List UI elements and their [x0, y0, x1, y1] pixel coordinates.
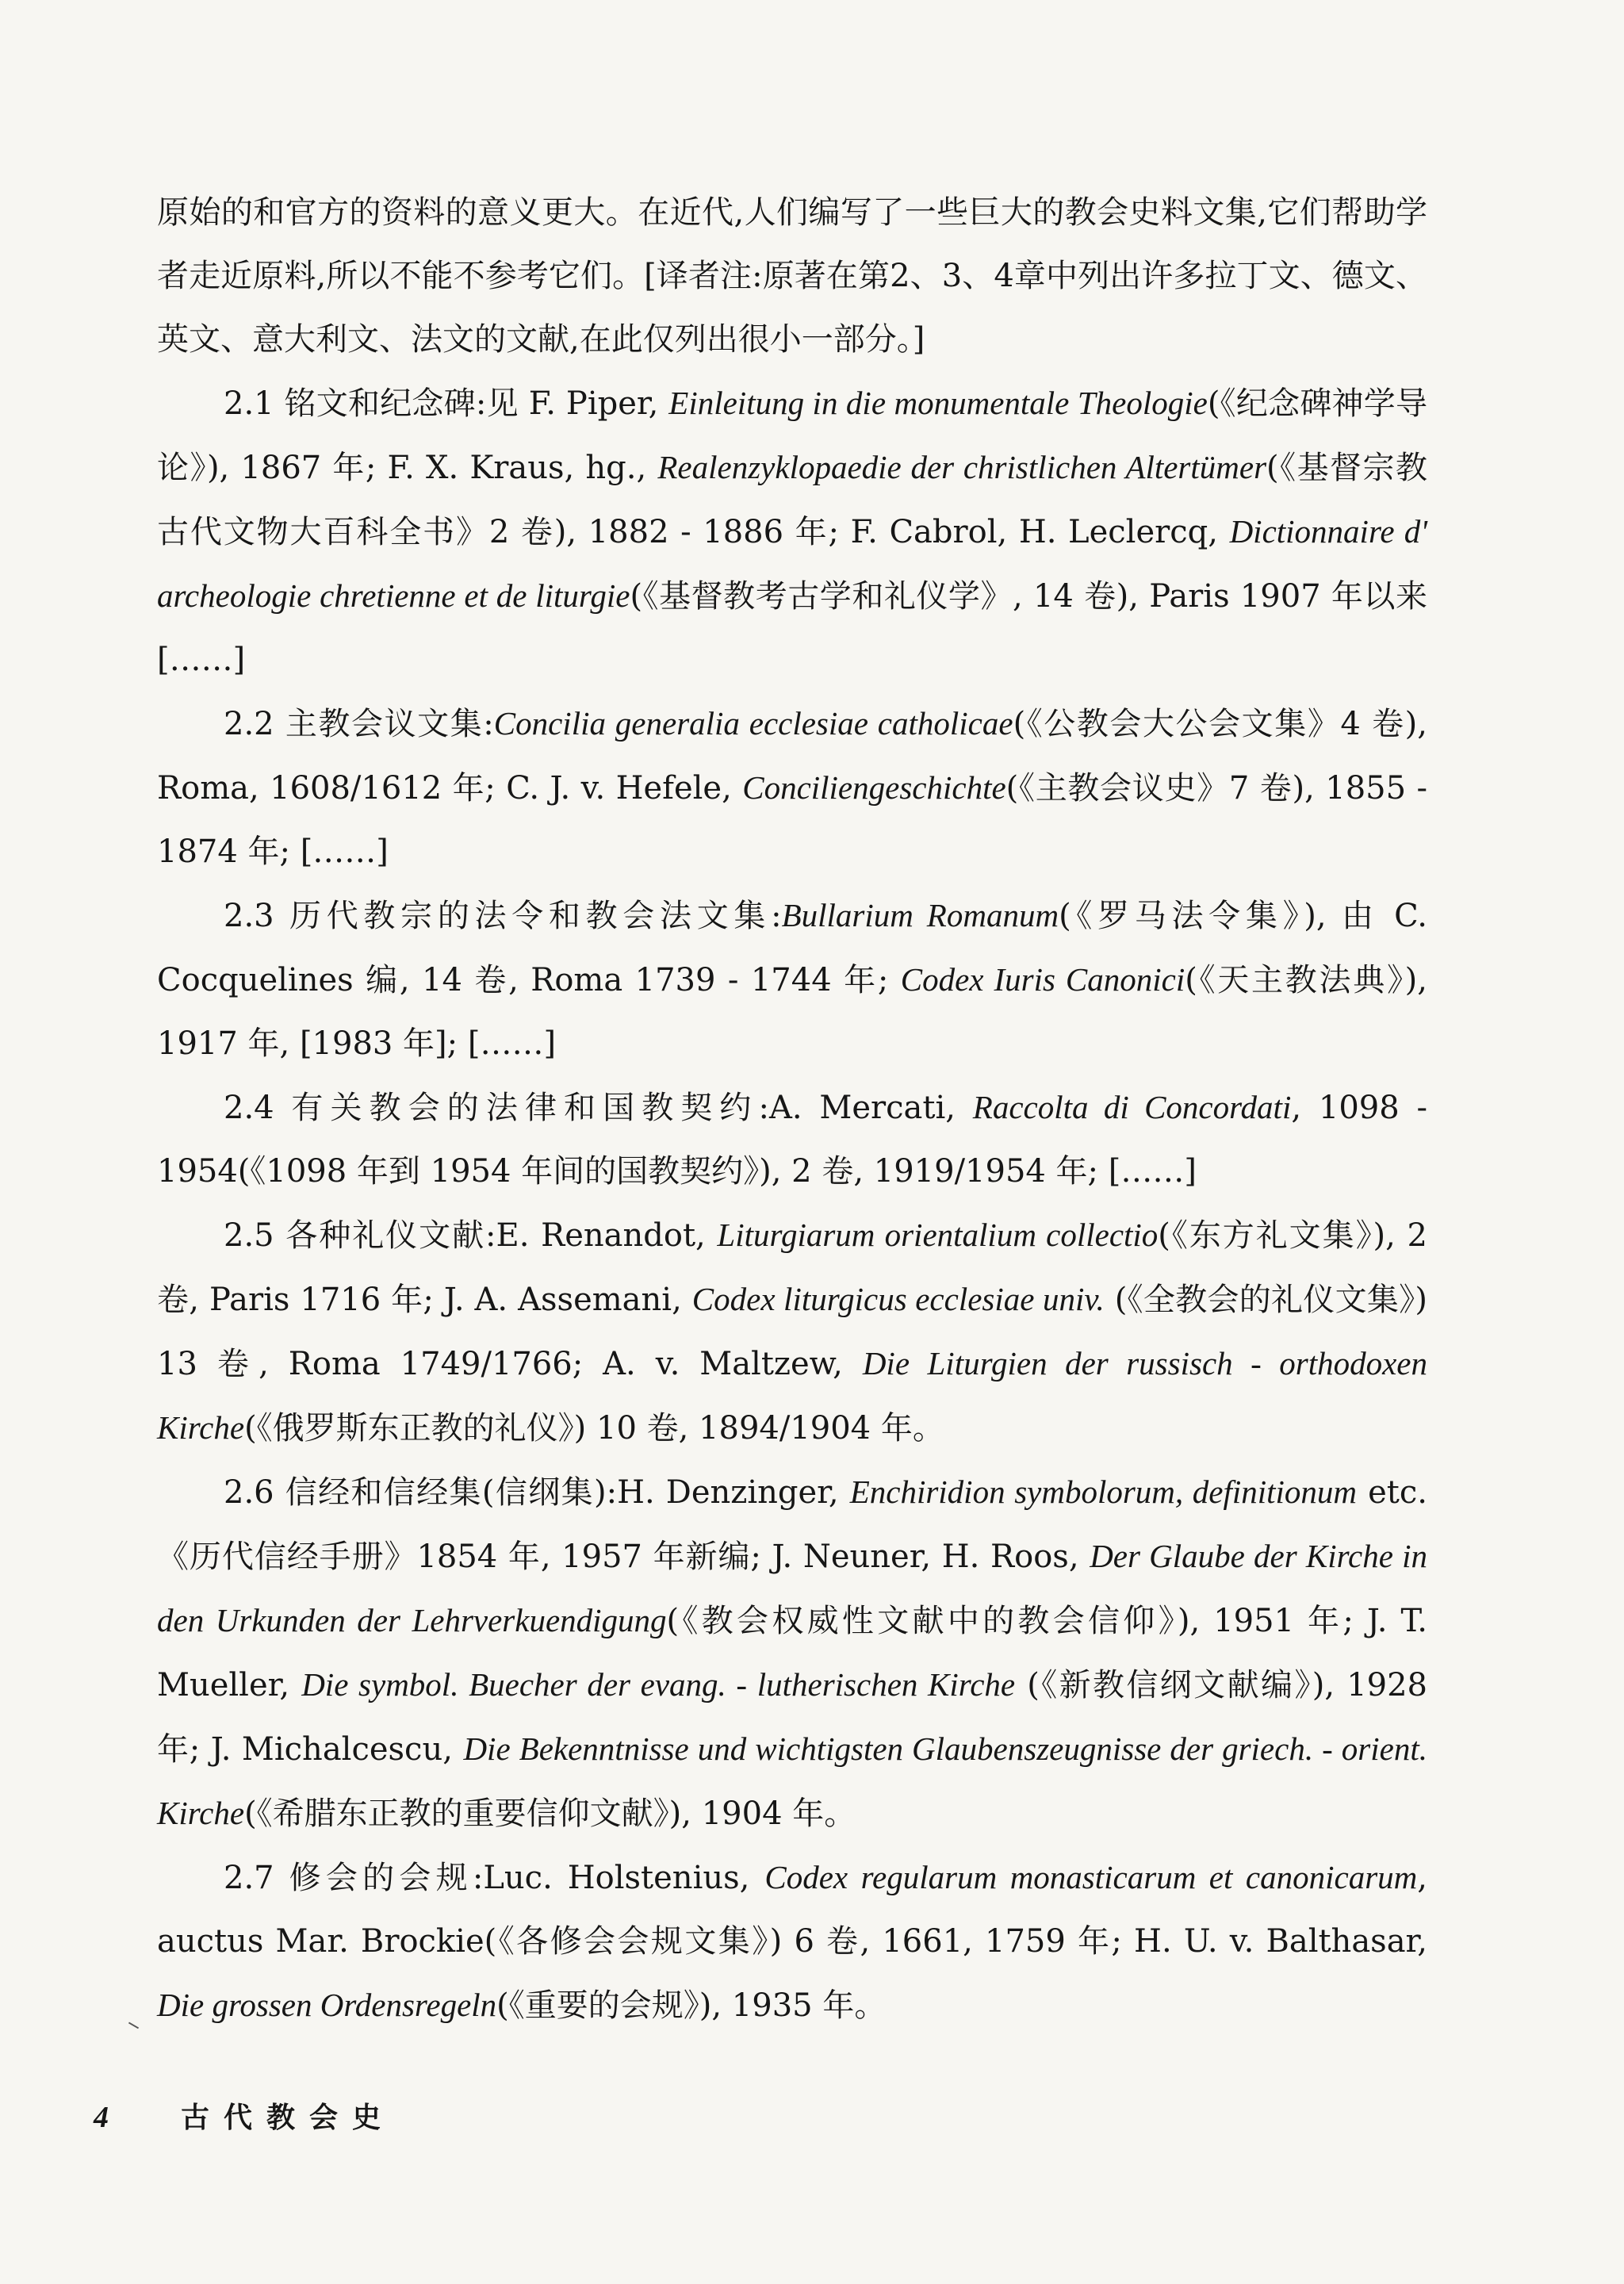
entry-text: (《公教会大公会文集》4 卷), Roma, 1608/1612 年; C. J. v. Hefele,: [157, 706, 1427, 807]
work-title: Codex regularum monasticarum et canonicarum: [764, 1859, 1418, 1895]
running-title: 古代教会史: [181, 2101, 396, 2134]
entry-heading: 2.2 主教会议文集:: [224, 706, 494, 742]
work-title: Conciliengeschichte: [742, 769, 1006, 806]
work-title: Einleitung in die monumentale Theologie: [668, 385, 1208, 421]
source-entry-2-3: [157, 883, 1427, 1075]
page-number: 4: [94, 2101, 109, 2134]
entry-text: etc. 《历代信经手册》1854 年, 1957 年新编; J. Neuner, H. Roos,: [157, 1474, 1427, 1575]
entry-text: (《俄罗斯东正教的礼仪》) 10 卷, 1894/1904 年。: [244, 1410, 944, 1447]
entry-text: (《重要的会规》), 1935 年。: [496, 1987, 887, 2024]
source-entry-2-7: [157, 1845, 1427, 2037]
source-entry-2-1: [157, 371, 1427, 692]
work-title: Raccolta di Concordati: [972, 1089, 1292, 1125]
source-entry-2-4: [157, 1075, 1427, 1203]
work-title: Die Bekenntnisse und wichtigsten Glaubenszeugnisse der griech. - orient. Kirche: [157, 1730, 1427, 1831]
work-title: Enchiridion symbolorum, definitionum: [849, 1473, 1358, 1510]
entry-text: , 1098 - 1954(《1098 年到 1954 年间的国教契约》), 2 卷, 1919/1954 年; [……]: [157, 1090, 1427, 1190]
entry-text: , auctus Mar. Brockie(《各修会会规文集》) 6 卷, 1661, 1759 年; H. U. v. Balthasar,: [157, 1860, 1427, 1960]
work-title: Codex liturgicus ecclesiae univ.: [691, 1281, 1105, 1317]
work-title: Der Glaube der Kirche in den Urkunden der Lehrverkuendigung: [157, 1538, 1427, 1638]
entry-text: (《希腊东正教的重要信仰文献》), 1904 年。: [244, 1795, 856, 1832]
entry-text: (《新教信纲文献编》), 1928 年; J. Michalcescu,: [157, 1667, 1427, 1768]
margin-mark: [123, 2022, 139, 2039]
source-entry-2-5: [157, 1203, 1427, 1460]
entry-heading: 2.3 历代教宗的法令和教会法文集:: [224, 898, 782, 934]
work-title: Die symbol. Buecher der evang. - lutherischen Kirche: [301, 1666, 1016, 1703]
work-title: Liturgiarum orientalium collectio: [717, 1217, 1159, 1253]
entry-heading: 2.1 铭文和纪念碑:: [224, 385, 487, 422]
work-title: Die Liturgien der russisch - orthodoxen Kirche: [157, 1345, 1427, 1446]
entry-text: (《基督教考古学和礼仪学》, 14 卷), Paris 1907 年以来 [……]: [157, 578, 1427, 678]
work-title: Die grossen Ordensregeln: [157, 1987, 497, 2023]
entry-text: (《主教会议史》7 卷), 1855 - 1874 年; [……]: [157, 770, 1427, 870]
source-entry-2-6: [157, 1460, 1427, 1845]
entry-text: (《纪念碑神学导论》), 1867 年; F. X. Kraus, hg.,: [157, 385, 1427, 486]
entry-text: (《基督宗教古代文物大百科全书》2 卷), 1882 - 1886 年; F. Cabrol, H. Leclercq,: [157, 450, 1427, 550]
entry-text: 见 F. Piper,: [486, 385, 669, 422]
work-title: Bullarium Romanum: [781, 897, 1059, 933]
entry-text: Luc. Holstenius,: [483, 1860, 765, 1896]
entry-text: (《东方礼文集》), 2 卷, Paris 1716 年; J. A. Assemani,: [157, 1217, 1427, 1318]
page-footer: [94, 2098, 395, 2136]
work-title: Codex Iuris Canonici: [900, 961, 1185, 998]
paragraph-text: 原始的和官方的资料的意义更大。在近代,人们编写了一些巨大的教会史料文集,它们帮助学者走近原料,所以不能不参考它们。[译者注:原著在第2、3、4章中列出许多拉丁文、德文、英文、意大利文、法文的文献,在此仅列出很小一部分。]: [157, 194, 1427, 358]
work-title: Realenzyklopaedie der christlichen Altertümer: [657, 449, 1267, 485]
entry-heading: 2.4 有关教会的法律和国教契约:: [224, 1090, 769, 1126]
entry-text: (《教会权威性文献中的教会信仰》), 1951 年; J. T. Mueller,: [157, 1603, 1427, 1703]
work-title: Concilia generalia ecclesiae catholicae: [493, 705, 1013, 742]
entry-text: (《天主教法典》), 1917 年, [1983 年]; [……]: [157, 962, 1427, 1062]
entry-text: (《罗马法令集》), 由 C. Cocquelines 编, 14 卷, Roma 1739 - 1744 年;: [157, 898, 1428, 998]
entry-text: E. Renandot,: [496, 1217, 718, 1254]
work-title: Dictionnaire d' archeologie chretienne et de liturgie: [157, 513, 1427, 614]
source-entry-2-2: [157, 692, 1427, 883]
entry-heading: 2.7 修会的会规:: [224, 1860, 484, 1896]
entry-heading: 2.5 各种礼仪文献:: [224, 1217, 496, 1254]
main-text: [157, 181, 1427, 2037]
intro-paragraph: [157, 181, 1427, 371]
entry-heading: 2.6 信经和信经集(信纲集):: [224, 1474, 618, 1511]
entry-text: A. Mercati,: [768, 1090, 973, 1126]
entry-text: H. Denzinger,: [617, 1474, 850, 1511]
entry-text: (《全教会的礼仪文集》) 13 卷, Roma 1749/1766; A. v. Maltzew,: [157, 1282, 1427, 1382]
